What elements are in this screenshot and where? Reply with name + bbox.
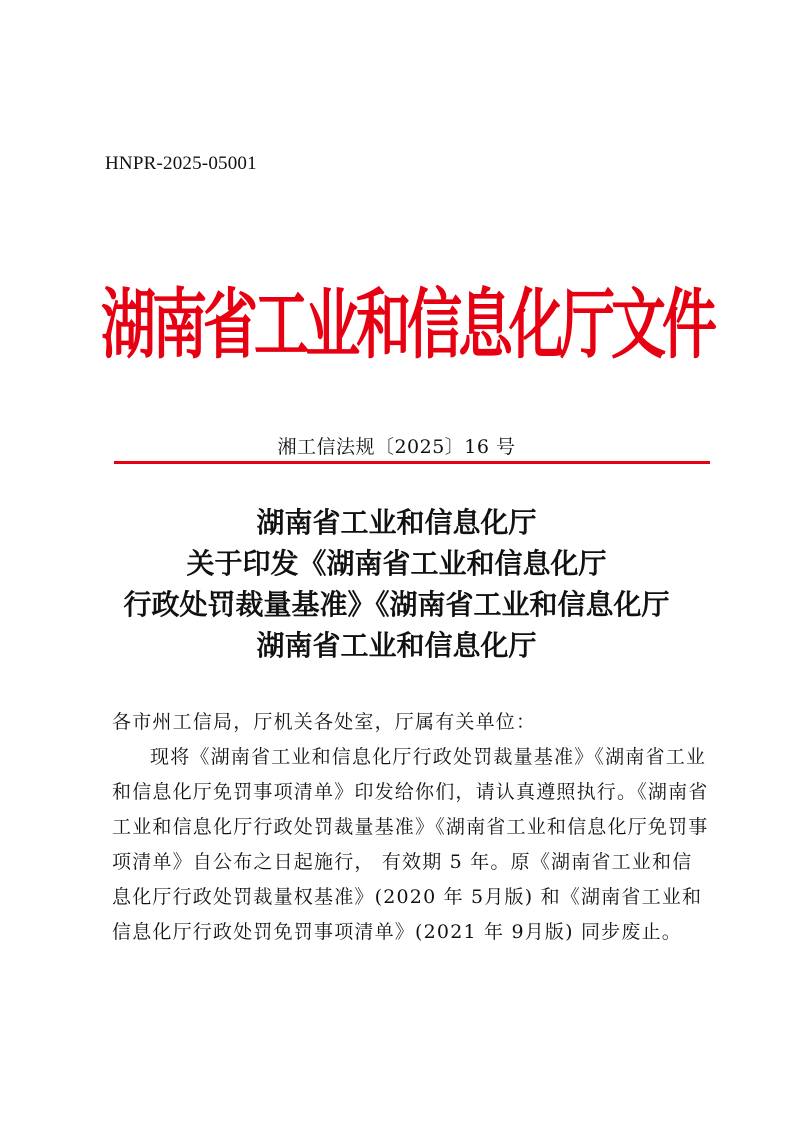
document-number: 湘工信法规〔2025〕16 号 bbox=[277, 436, 516, 458]
addressee: 各市州工信局，厅机关各处室，厅属有关单位： bbox=[112, 711, 537, 733]
body-paragraph: 现将《湖南省工业和信息化厅行政处罚裁量基准》《湖南省工业和信息化厅免罚事项清单》印发给你们，请认真遵照执行。《湖南省工业和信息化厅行政处罚裁量基准》《湖南省工业和信息化厅免罚事项清单》自公布之日起施行， 有效期 5 年。原《湖南省工业和信息化厅行政处罚裁量权基准》(2020 年 5月版) 和《湖南省工业和信息化厅行政处罚免罚事项清单》(2021 年 9月版) 同步废止。 bbox=[112, 746, 709, 943]
title-line: 关于印发《湖南省工业和信息化厅 bbox=[186, 547, 607, 580]
title-line: 湖南省工业和信息化厅 bbox=[256, 506, 537, 539]
title-line: 行政处罚裁量基准》《湖南省工业和信息化厅 bbox=[123, 588, 670, 621]
document-code: HNPR-2025-05001 bbox=[105, 153, 257, 174]
document-header: 湖南省工业和信息化厅文件 bbox=[101, 280, 714, 369]
title-line: 湖南省工业和信息化厅 bbox=[256, 629, 537, 662]
red-divider-line bbox=[114, 461, 710, 464]
document-body bbox=[112, 705, 712, 950]
document-title bbox=[80, 502, 713, 666]
